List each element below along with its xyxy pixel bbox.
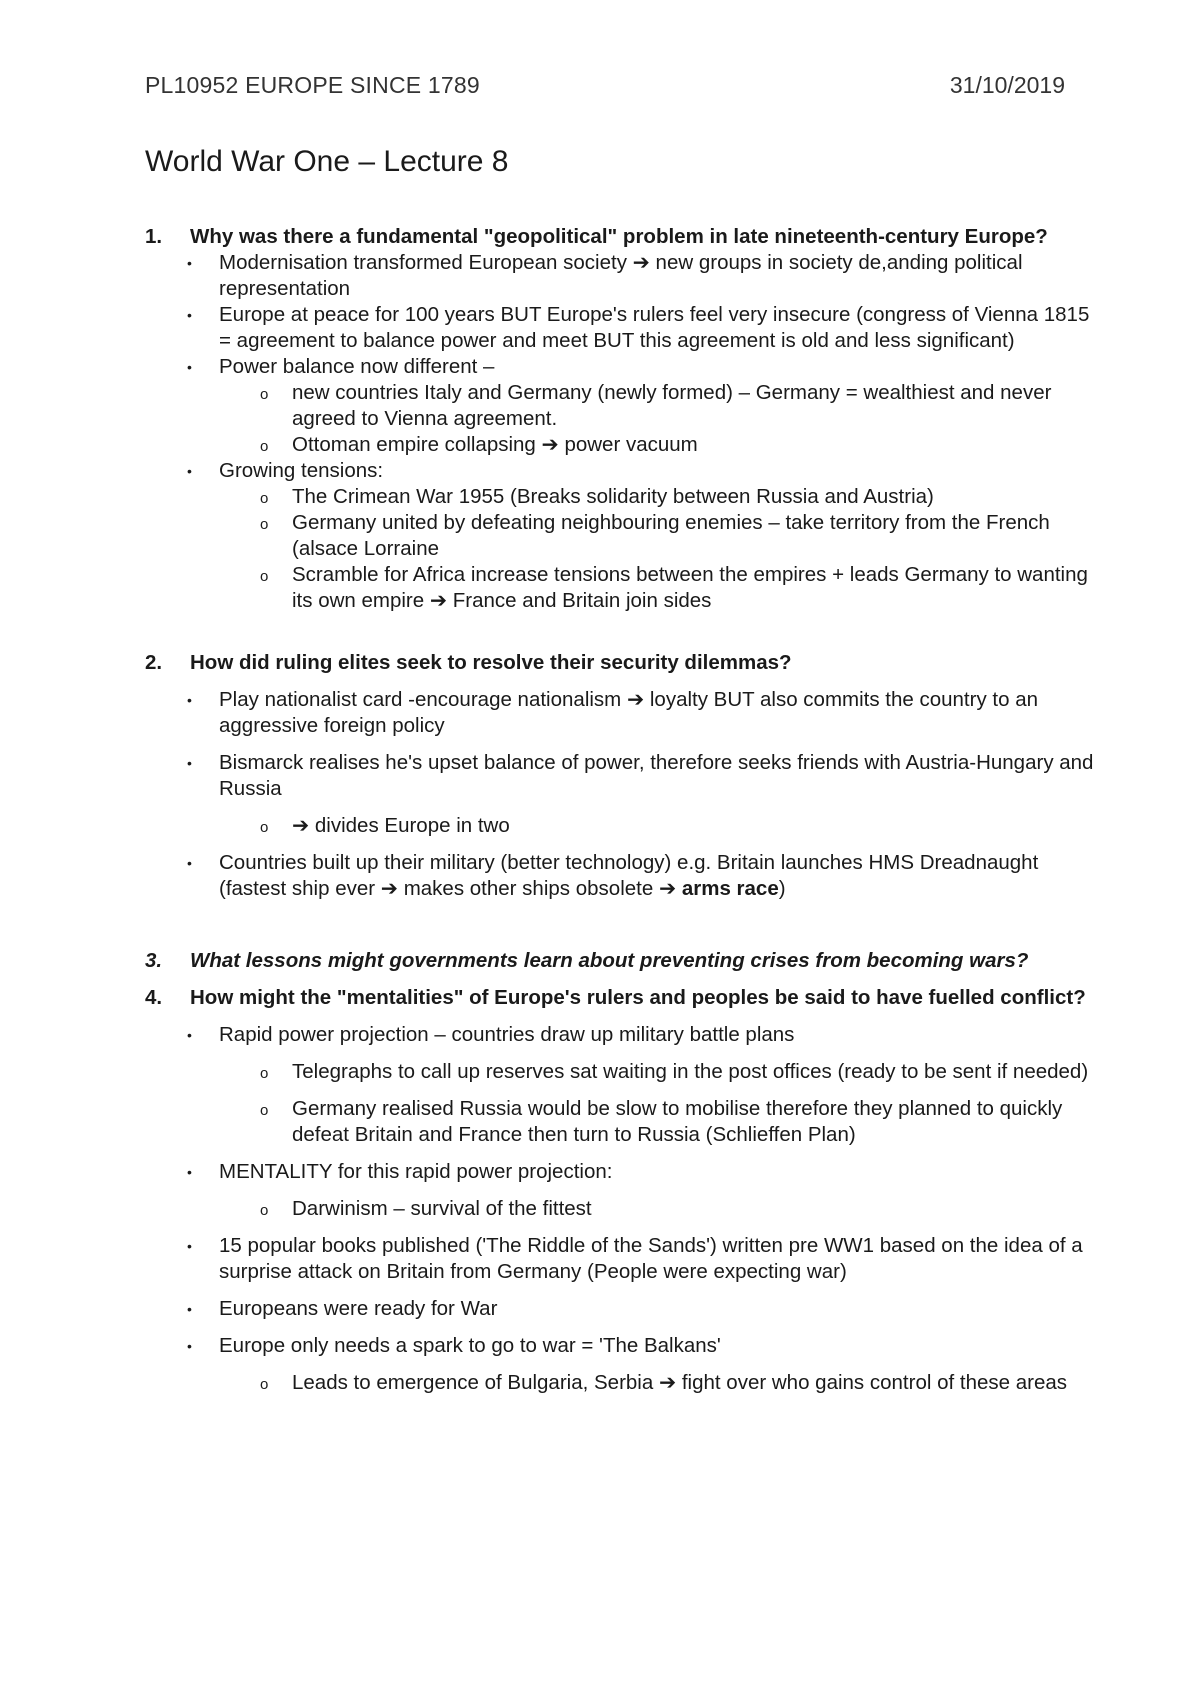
arrow-right-icon: ➔	[292, 814, 310, 837]
item-text: France and Britain join sides	[452, 589, 712, 612]
sub-list-item	[145, 1059, 1105, 1085]
question-3	[145, 948, 1105, 974]
arrow-right-icon: ➔	[632, 251, 650, 274]
bullet-icon: •	[187, 855, 192, 871]
question-text: What lessons might governments learn about preventing crises from becoming wars?	[190, 949, 1029, 972]
item-text: new groups in society de,anding political representation	[219, 251, 1023, 300]
course-code: PL10952 EUROPE SINCE 1789	[145, 72, 480, 98]
sub-list-item	[145, 1096, 1105, 1148]
item-text: Germany realised Russia would be slow to mobilise therefore they planned to quickly defeat Britain and France then turn to Russia (Schlieffen Plan)	[292, 1097, 1063, 1146]
list-item	[145, 687, 1105, 739]
list-item	[145, 1233, 1105, 1285]
sub-list-item	[145, 1370, 1105, 1396]
list-item	[145, 850, 1105, 902]
arrow-right-icon: ➔	[626, 688, 645, 711]
item-text: power vacuum	[564, 433, 698, 456]
item-text: Europe at peace for 100 years BUT Europe's rulers feel very insecure (congress of Vienna 1815 = agreement to balance power and meet BUT this agreement is old and less significant)	[219, 303, 1090, 352]
item-text: Europeans were ready for War	[219, 1297, 498, 1320]
item-text: )	[778, 877, 786, 900]
bullet-icon: •	[187, 463, 192, 479]
list-item	[145, 1022, 1105, 1048]
question-number: 2.	[145, 651, 163, 674]
document-title: World War One – Lecture 8	[145, 145, 509, 178]
bullet-icon: •	[187, 755, 192, 771]
sub-list-item	[145, 562, 1105, 614]
bullet-icon: •	[187, 1027, 192, 1043]
arms-race-emphasis: arms race	[681, 877, 779, 900]
bullet-icon: •	[187, 1301, 192, 1317]
bullet-icon: •	[187, 1164, 192, 1180]
bullet-icon: •	[187, 255, 192, 271]
item-text: Darwinism – survival of the fittest	[292, 1197, 592, 1220]
arrow-right-icon: ➔	[541, 433, 559, 456]
item-text: Germany united by defeating neighbouring enemies – take territory from the French (alsace Lorraine	[292, 511, 1050, 560]
item-text: Bismarck realises he's upset balance of power, therefore seeks friends with Austria-Hungary and Russia	[219, 751, 1094, 800]
circle-bullet-icon: o	[260, 386, 269, 403]
item-text: fight over who gains control of these areas	[681, 1371, 1068, 1394]
item-text: Countries built up their military (better technology) e.g. Britain launches HMS Dreadnaught (fastest ship ever	[219, 851, 1039, 900]
item-text: MENTALITY for this rapid power projection:	[219, 1160, 613, 1183]
sub-list-item	[145, 813, 1105, 839]
circle-bullet-icon: o	[260, 1065, 269, 1082]
item-text: Europe only needs a spark to go to war = 'The Balkans'	[219, 1334, 721, 1357]
sub-list-item	[145, 1196, 1105, 1222]
bullet-icon: •	[187, 359, 192, 375]
bullet-icon: •	[187, 307, 192, 323]
item-text: loyalty BUT also commits the country to an aggressive foreign policy	[219, 688, 1038, 737]
circle-bullet-icon: o	[260, 819, 269, 836]
circle-bullet-icon: o	[260, 1202, 269, 1219]
page-header	[145, 72, 1065, 102]
list-item	[145, 1159, 1105, 1185]
item-text: The Crimean War 1955 (Breaks solidarity between Russia and Austria)	[292, 485, 934, 508]
circle-bullet-icon: o	[260, 438, 269, 455]
item-text: Telegraphs to call up reserves sat waiting in the post offices (ready to be sent if needed)	[292, 1060, 1089, 1083]
item-text: Play nationalist card -encourage nationalism	[219, 688, 622, 711]
arrow-right-icon: ➔	[429, 589, 448, 612]
item-text: divides Europe in two	[314, 814, 510, 837]
item-text: makes other ships obsolete	[403, 877, 654, 900]
circle-bullet-icon: o	[260, 1102, 269, 1119]
item-text: Rapid power projection – countries draw up military battle plans	[219, 1023, 795, 1046]
circle-bullet-icon: o	[260, 1376, 269, 1393]
question-4	[145, 985, 1105, 1011]
item-text: Leads to emergence of Bulgaria, Serbia	[292, 1371, 654, 1394]
item-text: 15 popular books published ('The Riddle of the Sands') written pre WW1 based on the idea of a surprise attack on Britain from Germany (People were expecting war)	[219, 1234, 1083, 1283]
circle-bullet-icon: o	[260, 568, 269, 585]
list-item	[145, 1296, 1105, 1322]
circle-bullet-icon: o	[260, 516, 269, 533]
question-text: How did ruling elites seek to resolve their security dilemmas?	[190, 651, 792, 674]
sub-list-item	[145, 380, 1105, 432]
sub-list-item	[145, 510, 1105, 562]
arrow-right-icon: ➔	[380, 877, 398, 900]
notes-body	[145, 224, 1105, 1396]
bullet-icon: •	[187, 692, 192, 708]
lecture-date: 31/10/2019	[949, 72, 1065, 98]
item-text: Growing tensions:	[219, 459, 384, 482]
question-text: Why was there a fundamental "geopolitical" problem in late nineteenth-century Europe?	[190, 225, 1048, 248]
list-item	[145, 1333, 1105, 1359]
arrow-right-icon: ➔	[658, 1371, 677, 1394]
list-item	[145, 458, 1105, 484]
question-text: How might the "mentalities" of Europe's rulers and peoples be said to have fuelled conflict?	[190, 986, 1086, 1009]
list-item	[145, 302, 1105, 354]
question-2	[145, 650, 1105, 676]
sub-list-item	[145, 432, 1105, 458]
bullet-icon: •	[187, 1338, 192, 1354]
item-text: new countries Italy and Germany (newly formed) – Germany = wealthiest and never agreed to Vienna agreement.	[292, 381, 1052, 430]
question-number: 1.	[145, 225, 163, 248]
question-1	[145, 224, 1105, 250]
item-text: Power balance now different –	[219, 355, 495, 378]
item-text: Scramble for Africa increase tensions between the empires + leads Germany to wanting its own empire	[292, 563, 1088, 612]
arrow-right-icon: ➔	[658, 877, 677, 900]
list-item	[145, 250, 1105, 302]
question-number: 3.	[145, 949, 163, 972]
question-number: 4.	[145, 986, 163, 1009]
circle-bullet-icon: o	[260, 490, 269, 507]
list-item	[145, 354, 1105, 380]
sub-list-item	[145, 484, 1105, 510]
list-item	[145, 750, 1105, 802]
bullet-icon: •	[187, 1238, 192, 1254]
item-text: Ottoman empire collapsing	[292, 433, 536, 456]
item-text: Modernisation transformed European society	[219, 251, 627, 274]
